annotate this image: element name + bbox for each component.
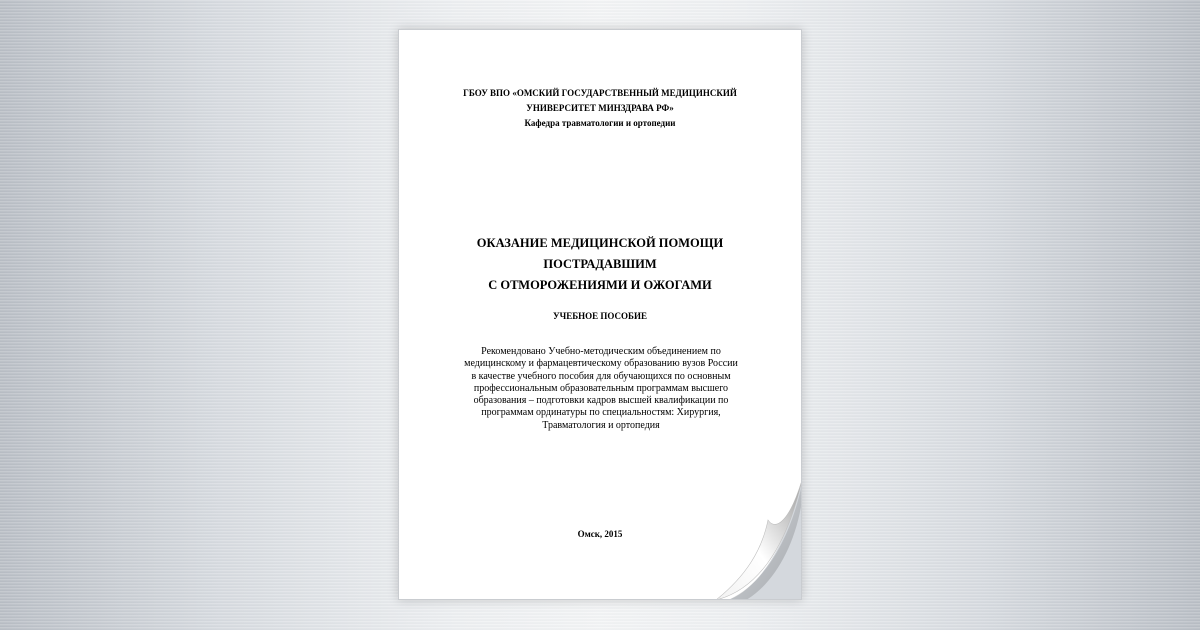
recommendation-line: в качестве учебного пособия для обучающихся по основным: [471, 370, 731, 382]
header-line: УНИВЕРСИТЕТ МИНЗДРАВА РФ»: [526, 103, 674, 113]
title-line: С ОТМОРОЖЕНИЯМИ И ОЖОГАМИ: [488, 278, 712, 292]
title-line: ОКАЗАНИЕ МЕДИЦИНСКОЙ ПОМОЩИ: [476, 236, 724, 250]
recommendation-line: профессиональным образовательным программам высшего: [473, 382, 729, 394]
institution-header: [399, 86, 801, 131]
department-line: Кафедра травматологии и ортопедии: [524, 118, 676, 128]
recommendation-line: медицинскому и фармацевтическому образованию вузов России: [464, 358, 738, 370]
recommendation-line: Травматология и ортопедия: [542, 419, 660, 431]
recommendation-text: [429, 346, 773, 432]
document-page: [398, 29, 802, 600]
header-line: ГБОУ ВПО «ОМСКИЙ ГОСУДАРСТВЕННЫЙ МЕДИЦИНСКИЙ: [463, 88, 737, 98]
recommendation-line: программам ординатуры по специальностям: Хирургия,: [481, 407, 721, 419]
recommendation-line: образования – подготовки кадров высшей квалификации по: [473, 395, 729, 407]
title-line: ПОСТРАДАВШИМ: [543, 257, 657, 271]
page-curl-icon: [716, 480, 802, 600]
recommendation-line: Рекомендовано Учебно-методическим объединением по: [481, 346, 721, 357]
document-type: УЧЕБНОЕ ПОСОБИЕ: [553, 311, 647, 321]
document-title: [399, 233, 801, 296]
publication-place-year: Омск, 2015: [577, 529, 623, 539]
